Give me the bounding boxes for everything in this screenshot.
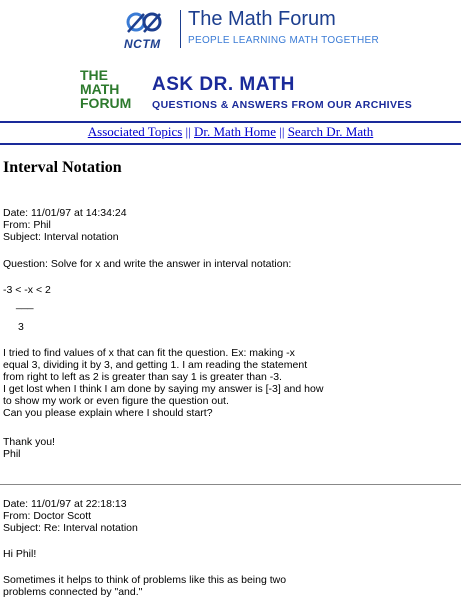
logo-line-2: MATH — [80, 81, 120, 97]
answer-body — [3, 574, 286, 598]
top-divider — [0, 121, 461, 123]
nctm-label: NCTM — [124, 37, 161, 51]
math-forum-banner[interactable] — [118, 8, 379, 52]
answer-body-line: Sometimes it helps to think of problems like this as being two — [3, 574, 287, 586]
nav-separator: || — [185, 124, 191, 139]
banner-title: The Math Forum — [188, 8, 336, 30]
logo-line-3: FORUM — [80, 95, 132, 111]
ask-dr-math-subtitle: QUESTIONS & ANSWERS FROM OUR ARCHIVES — [152, 99, 413, 111]
page-title: Interval Notation — [3, 159, 122, 176]
question-subject: Subject: Interval notation — [3, 231, 119, 243]
ask-dr-math-title[interactable]: ASK DR. MATH — [152, 74, 295, 95]
search-dr-math-link[interactable]: Search Dr. Math — [287, 124, 374, 139]
question-body — [3, 347, 323, 419]
answer-subject: Subject: Re: Interval notation — [3, 522, 138, 534]
question-body-line: I tried to find values of x that can fit the question. Ex: making -x — [3, 347, 295, 359]
question-signoff: Phil — [3, 448, 21, 460]
associated-topics-link[interactable]: Associated Topics — [87, 124, 183, 139]
fraction-bar: ___ — [16, 298, 34, 310]
question-closing — [3, 436, 55, 460]
banner-divider — [180, 10, 181, 48]
question-from: From: Phil — [3, 219, 51, 231]
answer-greeting: Hi Phil! — [3, 548, 37, 560]
logo-line-1: THE — [80, 67, 108, 83]
answer-from: From: Doctor Scott — [3, 510, 92, 522]
nav-separator: || — [279, 124, 285, 139]
answer-date: Date: 11/01/97 at 22:18:13 — [3, 498, 127, 510]
question-body-line: Can you please explain where I should start? — [3, 407, 213, 419]
answer-header — [3, 498, 138, 534]
the-math-forum-logo[interactable] — [80, 68, 144, 110]
question-inequality: -3 < -x < 2 — [3, 284, 51, 296]
question-thanks: Thank you! — [3, 436, 55, 448]
question-body-line: to show my work or even figure the question out. — [3, 395, 229, 407]
question-body-line: I get lost when I think I am done by saying my answer is [-3] and how — [3, 383, 324, 395]
nav-divider — [0, 143, 461, 145]
question-body-line: from right to left as 2 is greater than say 1 is greater than -3. — [3, 371, 282, 383]
question-prompt: Question: Solve for x and write the answer in interval notation: — [3, 258, 292, 270]
banner-subtitle: PEOPLE LEARNING MATH TOGETHER — [188, 35, 379, 46]
question-body-line: equal 3, dividing it by 3, and getting 1. I am reading the statement — [3, 359, 308, 371]
answer-body-line: problems connected by "and." — [3, 586, 143, 598]
nav-links — [0, 124, 461, 140]
question-date: Date: 11/01/97 at 14:34:24 — [3, 207, 127, 219]
question-header — [3, 207, 127, 243]
dr-math-home-link[interactable]: Dr. Math Home — [194, 124, 276, 139]
fraction-denominator: 3 — [18, 321, 24, 333]
message-divider — [0, 484, 461, 485]
